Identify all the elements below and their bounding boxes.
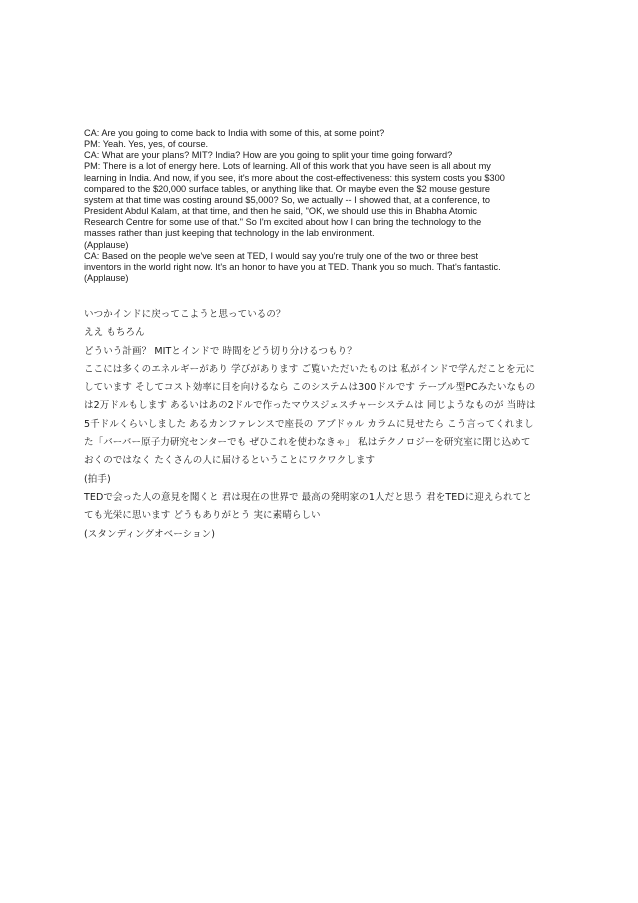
english-line: inventors in the world right now. It's an honor to have you at TED. Thank you so much. That's fantastic. (84, 261, 501, 272)
japanese-line: ここには多くのエネルギーがあり 学びがあります ご覧いただいたものは 私がインドで学んだことを元に (84, 363, 535, 375)
japanese-line: (拍手) (84, 473, 111, 485)
english-line: President Abdul Kalam, at that time, and then he said, "OK, we should use this in Bhabha Atomic (84, 206, 477, 217)
japanese-line: TEDで会った人の意見を聞くと 君は現在の世界で 最高の発明家の1人だと思う 君をTEDに迎えられてと (84, 491, 532, 503)
english-line: PM: There is a lot of energy here. Lots of learning. All of this work that you have seen is all about my (84, 161, 491, 172)
english-line: learning in India. And now, if you see, it's more about the cost-effectiveness: this system costs you $300 (84, 172, 505, 183)
english-line: (Applause) (84, 239, 129, 250)
japanese-line: おくのではなく たくさんの人に届けるということにワクワクします (84, 455, 376, 467)
japanese-line: 5千ドルくらいしました あるカンファレンスで座長の アブドゥル カラムに見せたら こう言ってくれまし (84, 418, 534, 430)
english-transcript (84, 128, 564, 284)
english-line: (Applause) (84, 273, 129, 284)
english-line: Research Centre for some use of that." So I'm excited about how I can bring the technology to the (84, 217, 482, 228)
japanese-line: (スタンディングオベーション) (84, 528, 216, 540)
japanese-line: ても光栄に思います どうもありがとう 実に素晴らしい (84, 510, 321, 522)
english-line: masses rather than just keeping that technology in the lab environment. (84, 228, 375, 239)
japanese-line: しています そしてコスト効率に目を向けるなら このシステムは300ドルです テーブル型PCみたいなもの (84, 382, 536, 394)
english-line: system at that time was costing around $5,000? So, we actually -- I showed that, at a conference, to (84, 194, 490, 205)
japanese-line: は2万ドルもします あるいはあの2ドルで作ったマウスジェスチャーシステムは 同じようなものが 当時は (84, 400, 536, 412)
english-line: compared to the $20,000 surface tables, or anything like that. Or maybe even the $2 mouse gesture (84, 183, 491, 194)
japanese-line: いつかインドに戻ってこようと思っているの？ (84, 309, 286, 320)
english-line: CA: Are you going to come back to India with some of this, at some point? (84, 128, 385, 138)
japanese-line: どういう計画？ MITとインドで 時間をどう切り分けるつもり？ (84, 345, 357, 357)
japanese-line: ええ もちろん (84, 327, 145, 339)
english-line: CA: What are your plans? MIT? India? How are you going to split your time going forward? (84, 150, 453, 161)
japanese-transcript (84, 306, 564, 544)
japanese-line: た「バーバー原子力研究センターでも ぜひこれを使わなきゃ」 私はテクノロジーを研究室に閉じ込めて (84, 437, 531, 449)
english-line: PM: Yeah. Yes, yes, of course. (84, 139, 209, 150)
english-line: CA: Based on the people we've seen at TED, I would say you're truly one of the two or three best (84, 250, 479, 261)
